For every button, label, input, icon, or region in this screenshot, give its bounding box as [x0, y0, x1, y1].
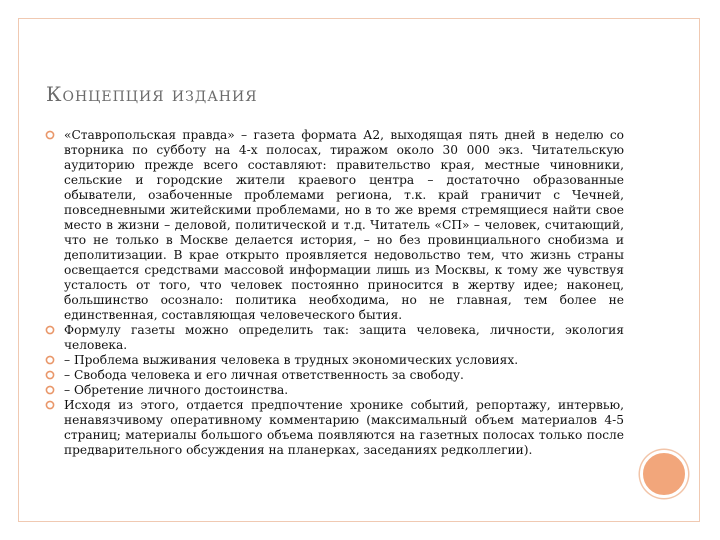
slide-title: Концепция издания [46, 82, 258, 106]
paragraph-text: – Обретение личного достоинства. [64, 383, 289, 397]
paragraph-text: Формулу газеты можно определить так: защита человека, личности, экология человека. [64, 323, 624, 352]
bullet-circle-icon [44, 369, 56, 381]
list-item [44, 353, 624, 368]
paragraph-text: – Свобода человека и его личная ответственность за свободу. [64, 368, 464, 382]
bullet-circle-icon [44, 324, 56, 336]
list-item [44, 323, 624, 353]
list-item [44, 398, 624, 458]
decorative-circle [640, 450, 688, 498]
paragraph-text: «Ставропольская правда» – газета формата А2, выходящая пять дней в неделю со вторника по субботу на 4-х полосах, тиражом около 30 000 экз. Читательскую аудиторию прежде всего составляют: правительство края, местные чиновники, сельские и городские жители краевого центра – достаточно образованные обыватели, озабоченные проблемами региона, т.к. край граничит с Чечней, повседневными житейскими проблемами, но в то же время стремящиеся найти свое место в жизни – деловой, политической и т.д. Читатель «СП» – человек, считающий, что не только в Москве делается история, – но без провинциального снобизма и деполитизации. В крае открыто проявляется недовольство тем, что жизнь страны освещается средствами массовой информации лишь из Москвы, к тому же чувствуя усталость от того, что человек постоянно приносится в жертву идее; наконец, большинство осознало: политика необходима, но не главная, тем более не единственная, составляющая человеческого бытия. [64, 128, 624, 322]
bullet-list [44, 128, 624, 458]
bullet-circle-icon [44, 384, 56, 396]
paragraph-text: – Проблема выживания человека в трудных экономических условиях. [64, 353, 519, 367]
paragraph-text: Исходя из этого, отдается предпочтение хронике событий, репортажу, интервью, ненавязчивому оперативному комментарию (максимальный объем материалов 4-5 страниц; материалы большого объема появляются на газетных полосах только после предварительного обсуждения на планерках, заседаниях редколлегии). [64, 398, 624, 457]
bullet-circle-icon [44, 129, 56, 141]
bullet-circle-icon [44, 399, 56, 411]
bullet-circle-icon [44, 354, 56, 366]
list-item [44, 383, 624, 398]
list-item [44, 368, 624, 383]
list-item [44, 128, 624, 323]
